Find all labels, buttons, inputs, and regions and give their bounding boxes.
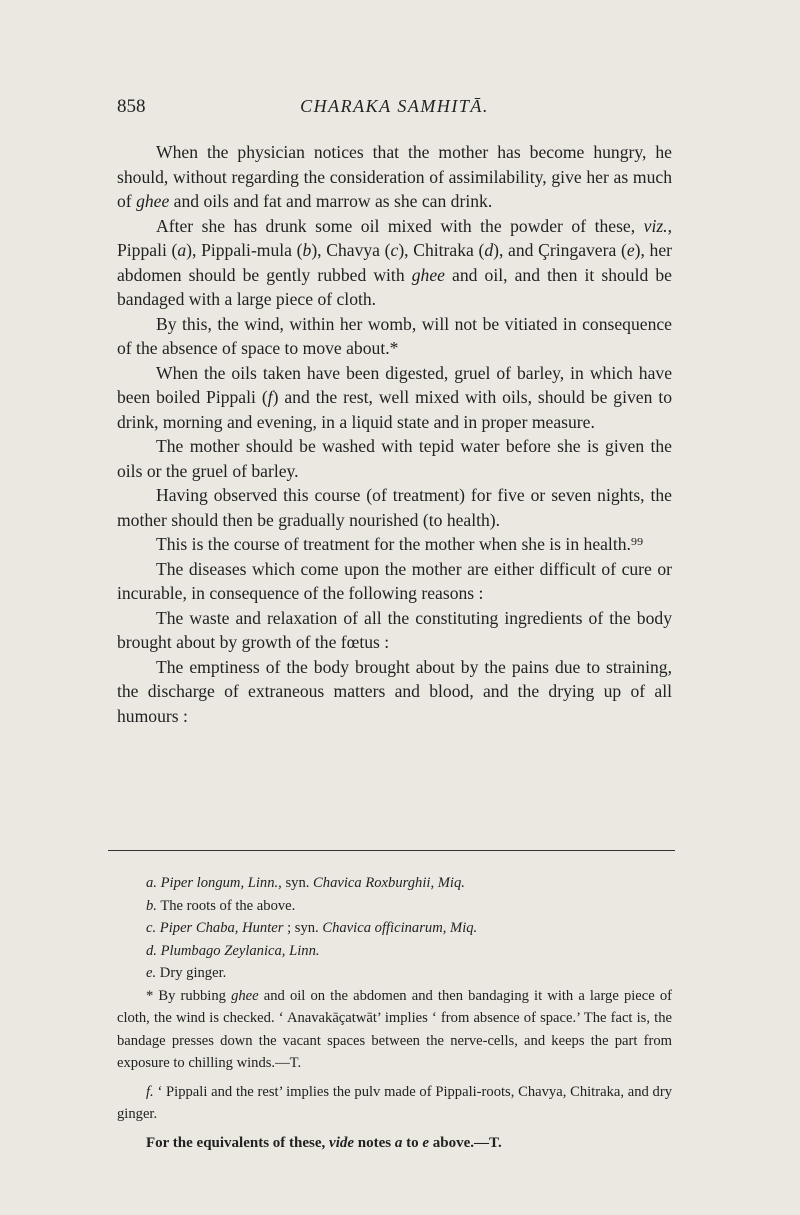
main-text bbox=[117, 140, 672, 728]
footnote-e: e. Dry ginger. bbox=[146, 965, 227, 981]
paragraph: When the physician notices that the mother has become hungry, he should, without regarding the consideration of assimilability, give her as much of ghee and oils and fat and marrow as she can drink. bbox=[117, 142, 672, 211]
paragraph: When the oils taken have been digested, gruel of barley, in which have been boiled Pippali (f) and the rest, well mixed with oils, should be given to drink, morning and evening, in a liquid state and in proper measure. bbox=[117, 362, 673, 432]
paragraph: The waste and relaxation of all the constituting ingredients of the body brought about by growth of the fœtus : bbox=[117, 607, 672, 652]
footnotes bbox=[117, 872, 672, 1154]
paragraph: After she has drunk some oil mixed with the powder of these, viz., Pippali (a), Pippali-mula (b), Chavya (c), Chitraka (d), and Çringavera (e), her abdomen should be gently rubbed with ghee and oil, and then it should be bandaged with a large piece of cloth. bbox=[117, 215, 673, 309]
footnote-c: c. Piper Chaba, Hunter ; syn. Chavica officinarum, Miq. bbox=[146, 920, 478, 936]
paragraph: By this, the wind, within her womb, will not be vitiated in consequence of the absence of space to move about.* bbox=[117, 313, 672, 358]
footnote-d: d. Plumbago Zeylanica, Linn. bbox=[146, 942, 320, 959]
footnote-equivalents: For the equivalents of these, vide notes a to e above.—T. bbox=[146, 1134, 502, 1151]
footnote-a: a. Piper longum, Linn., syn. Chavica Roxburghii, Miq. bbox=[146, 875, 465, 891]
running-title: CHARAKA SAMHITĀ. bbox=[300, 96, 489, 116]
footnote-divider bbox=[108, 850, 675, 851]
paragraph: This is the course of treatment for the mother when she is in health.⁹⁹ bbox=[156, 534, 644, 554]
page-header bbox=[117, 96, 672, 122]
footnote-f: f. ‘ Pippali and the rest’ implies the pulv made of Pippali-roots, Chavya, Chitraka, and dry ginger. bbox=[117, 1083, 672, 1122]
page-number: 858 bbox=[117, 96, 146, 117]
paragraph: The mother should be washed with tepid water before she is given the oils or the gruel of barley. bbox=[117, 436, 672, 481]
paragraph: The diseases which come upon the mother are either difficult of cure or incurable, in consequence of the following reasons : bbox=[117, 558, 672, 603]
paragraph: Having observed this course (of treatment) for five or seven nights, the mother should then be gradually nourished (to health). bbox=[117, 485, 672, 530]
footnote-star: * By rubbing ghee and oil on the abdomen and then bandaging it with a large piece of cloth, the wind is checked. ‘ Anavakāçatwāt’ implies ‘ from absence of space.’ The fact is, the bandage presses down the vacant spaces between the nerve-cells, and keeps the part from exposure to chilling winds.—T. bbox=[117, 987, 672, 1071]
footnote-b: b. The roots of the above. bbox=[146, 897, 296, 914]
paragraph: The emptiness of the body brought about by the pains due to straining, the discharge of extraneous matters and blood, and the drying up of all humours : bbox=[117, 656, 672, 726]
